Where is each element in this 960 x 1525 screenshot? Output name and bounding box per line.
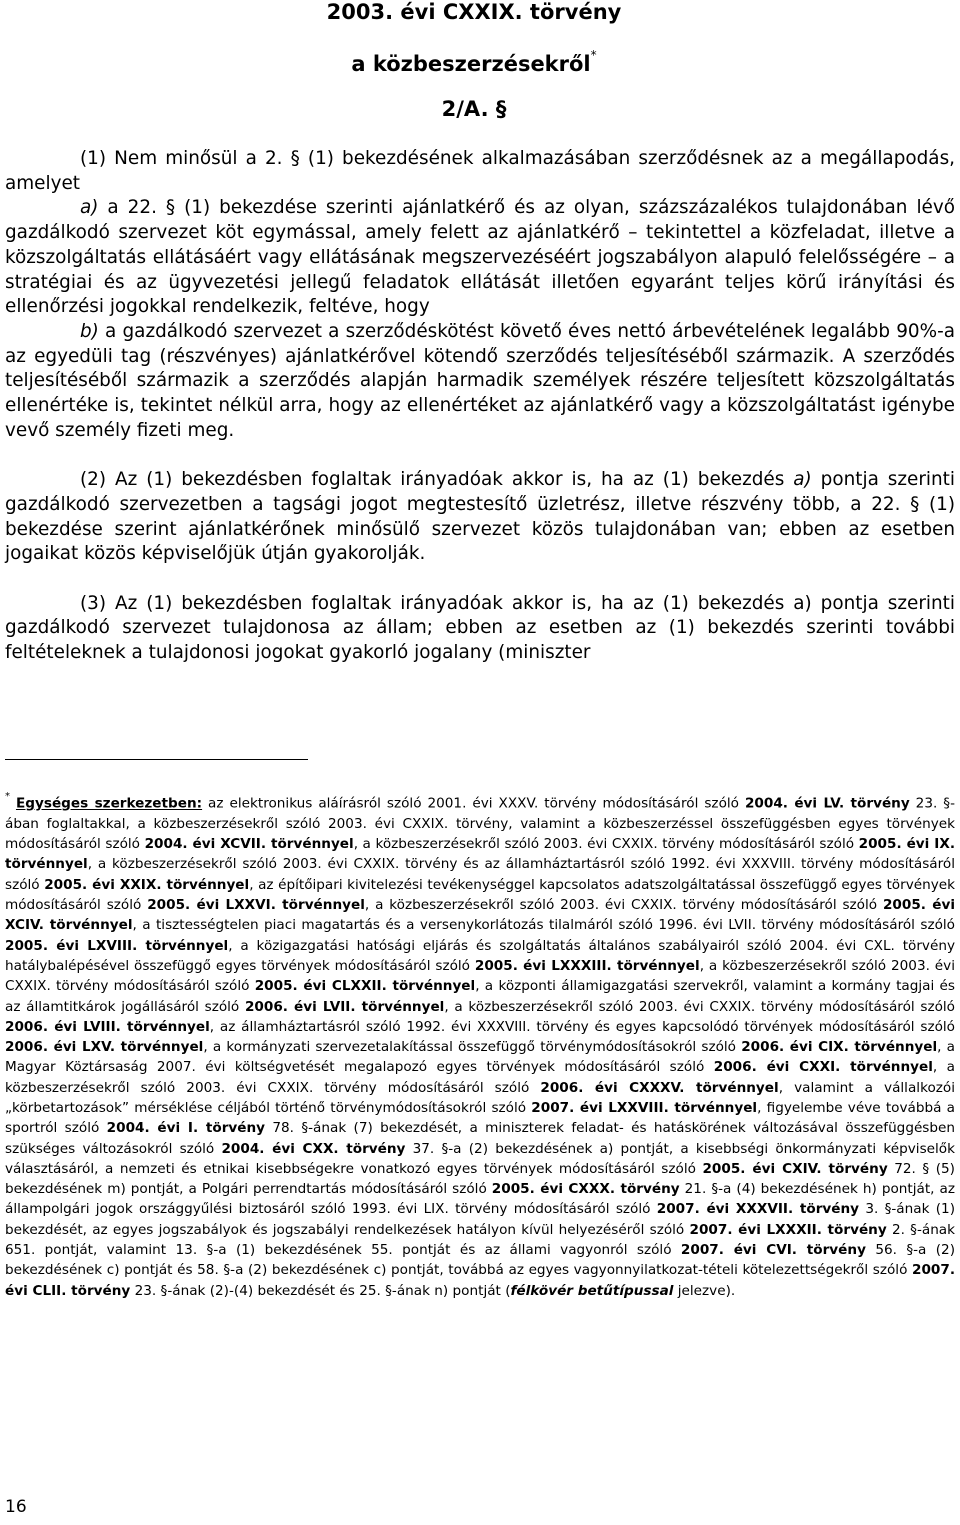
footnote-segment: 2007. évi LXXXII. törvény (689, 1221, 887, 1238)
section-body (5, 147, 955, 666)
law-subtitle (5, 47, 943, 76)
section-heading: 2/A. § (441, 97, 507, 121)
footnote-segment: 2006. évi CIX. törvénnyel (741, 1039, 938, 1056)
footnote (5, 790, 955, 1301)
footnote-segment: 2006. évi LXV. törvénnyel (5, 1039, 204, 1056)
paragraph-2-pre: (2) Az (1) bekezdésben foglaltak irányadóak akkor is, ha az (1) bekezdés (80, 469, 794, 491)
footnote-segment: 2005. évi LXXVI. törvénnyel (147, 897, 365, 914)
footnote-segment: 2004. évi I. törvény (106, 1120, 266, 1137)
paragraph-gap (5, 567, 955, 592)
paragraph-3: (3) Az (1) bekezdésben foglaltak irányadóak akkor is, ha az (1) bekezdés a) pontja szerinti gazdálkodó szervezet tulajdonosa az állam; ebben az esetben az (1) bekezdés szerinti további feltételeknek a tulajdonosi jogokat gyakorló jogalany (miniszter (5, 592, 955, 664)
footnote-text (5, 796, 955, 1299)
footnote-segment: , az államháztartásról szóló 1992. évi XXXVIII. törvény és egyes kapcsolódó törvények módosításáról szóló (209, 1018, 955, 1035)
footnote-separator (5, 759, 308, 760)
footnote-segment: 2007. évi CLII. törvény (5, 1262, 955, 1299)
footnote-marker[interactable]: * (590, 48, 597, 62)
footnote-segment: , a tisztességtelen piaci magatartás és a versenykorlátozás tilalmáról szóló 1996. évi LVII. törvény módosításáról szóló (132, 917, 955, 934)
footnote-segment: 2004. évi CXX. törvény (221, 1140, 406, 1157)
paragraph-2 (5, 468, 955, 567)
footnote-mark: * (5, 791, 10, 802)
point-b-label: b) (80, 320, 99, 342)
point-a-text: a 22. § (1) bekezdése szerinti ajánlatkérő és az olyan, százszázalékos tulajdonában lévő gazdálkodó szervezet köt egymással, amely felett az ajánlatkérő – tekintettel a közfeladat, illetve a közszolgáltatás ellátásáért vagy ellátásának megszervezéséért jogszabályon alapuló felelősségére – a stratégiai és az ügyvezetési jellegű feladatok ellátását illetően egyaránt teljes körű irányítási és ellenőrzési jogokkal rendelkezik, feltéve, hogy (5, 197, 955, 318)
footnote-segment: 2006. évi CXXXV. törvénnyel (540, 1079, 779, 1096)
page-number: 16 (5, 1497, 27, 1517)
footnote-segment: 2004. évi LV. törvény (744, 795, 910, 812)
point-a-label: a) (80, 197, 99, 219)
footnote-segment: 78. §-ának (7) bekezdését, a miniszterek feladat- és hatáskörének változásával összefüggésben szükséges változásokról szóló (5, 1120, 955, 1157)
paragraph-gap (5, 443, 955, 468)
footnote-segment: félkövér betűtípussal (510, 1282, 674, 1299)
footnote-segment: 21. §-a (4) bekezdésének h) pontját, az állampolgári jogok országgyűlési biztosáról szóló 1993. évi LIX. törvény módosításáról szóló (5, 1181, 955, 1218)
footnote-segment: 2005. évi IX. törvénnyel (5, 836, 955, 873)
footnote-segment: , a kormányzati szervezetalakítással összefüggő törvénymódosításokról szóló (203, 1039, 742, 1056)
paragraph-2-post: pontja szerinti gazdálkodó szervezetben a tagsági jogot megtestesítő üzletrész, illetve részvény több, a 22. § (1) bekezdése szerint ajánlatkérőnek minősülő szervezet közös tulajdonában van; ebben az esetben jogaikat közös képviselőjük útján gyakorolják. (5, 469, 955, 565)
footnote-segment: 2. §-ának 651. pontját, valamint 13. §-a (1) bekezdésének 55. pontját és az állami vagyonról szóló (5, 1221, 956, 1259)
footnote-segment: 2007. évi LXXVIII. törvénnyel (531, 1099, 758, 1116)
footnote-segment: , a közbeszerzésekről szóló 2003. évi CXXIX. törvény és az államháztartásról szóló 1992. évi XXXVIII. törvény módosításáról szóló (5, 856, 955, 893)
footnote-segment: 2005. évi XCIV. törvénnyel (5, 897, 955, 934)
footnote-segment: 23. §-ának (2)-(4) bekezdését és 25. §-ának n) pontját ( (130, 1282, 511, 1299)
footnote-segment: 2005. évi CXXX. törvény (491, 1181, 680, 1198)
footnote-segment: , figyelembe véve továbbá a sportról szóló (5, 1099, 955, 1137)
footnote-segment: 2005. évi CXIV. törvény (702, 1160, 888, 1177)
point-a (5, 196, 955, 320)
footnote-segment: jelezve). (673, 1282, 736, 1299)
footnote-segment: 2006. évi CXXI. törvénnyel (713, 1059, 933, 1076)
footnote-segment: , a közbeszerzésekről szóló 2003. évi CXXIX. törvény módosításáról szóló (5, 1059, 955, 1096)
footnote-segment: 23. §-ában foglaltakkal, a közbeszerzésekről szóló 2003. évi CXXIX. törvény, valamint a közbeszerzéssel összefüggésben egyes törvények módosításáról szóló (5, 795, 955, 853)
paragraph-1: (1) Nem minősül a 2. § (1) bekezdésének alkalmazásában szerződésnek az a megállapodás, amelyet (5, 148, 955, 194)
footnote-segment: 3. §-ának (1) bekezdését, az egyes jogszabályok és jogszabályi rendelkezések hatályon kívül helyezéséről szóló (5, 1201, 956, 1238)
footnote-segment: , a közbeszerzésekről szóló 2003. évi CXXIX. törvény módosításáról szóló (444, 998, 955, 1015)
footnote-segment: , a közbeszerzésekről szóló 2003. évi CXXIX. törvény módosításáról szóló (353, 836, 859, 853)
footnote-segment: , a központi államigazgatási szervekről, valamint a kormány tagjai és az államtitkárok jogállásáról szóló (5, 978, 955, 1015)
footnote-segment: 2007. évi XXXVII. törvény (656, 1201, 860, 1218)
footnote-segment: 2006. évi LVIII. törvénnyel (5, 1018, 210, 1035)
footnote-segment: Egységes szerkezetben: (15, 795, 203, 812)
footnote-segment: 2005. évi LXXXIII. törvénnyel (474, 957, 700, 974)
law-title: 2003. évi CXXIX. törvény (326, 0, 622, 24)
footnote-segment: 2005. évi XXIX. törvénnyel (44, 876, 250, 893)
footnote-segment: az elektronikus aláírásról szóló 2001. évi XXXV. törvény módosításáról szóló (202, 795, 745, 812)
footnote-segment: 56. §-a (2) bekezdésének c) pontját és 58. §-a (2) bekezdésének c) pontját, továbbá az egyes vagyonnyilatkozat-tételi kötelezettségekről szóló (5, 1242, 955, 1279)
footnote-segment: 2006. évi LVII. törvénnyel (244, 998, 445, 1015)
footnote-segment: 2005. évi CLXXII. törvénnyel (254, 978, 476, 995)
footnote-segment: , a közbeszerzésekről szóló 2003. évi CXXIX. törvény módosításáról szóló (364, 897, 883, 914)
footnote-segment: , a közigazgatási hatósági eljárás és szolgáltatás általános szabályairól szóló 2004. évi CXL. törvény hatálybalépésével összefüggő egyes törvények módosításáról szóló (5, 937, 955, 974)
footnote-segment: 72. § (5) bekezdésének m) pontját, a Polgári perrendtartás módosításáról szóló (5, 1160, 955, 1198)
footnote-segment: , az építőipari kivitelezési tevékenységgel kapcsolatos adatszolgáltatással összefüggő egyes törvények módosításáról szóló (5, 876, 956, 914)
subtitle-text: a közbeszerzésekről (351, 52, 591, 76)
footnote-segment: 2004. évi XCVII. törvénnyel (144, 836, 354, 853)
paragraph-2-label: a) (793, 469, 812, 491)
footnote-segment: , valamint a vállalkozói „körbetartozások” mérséklése céljából történő törvénymódosításokról szóló (5, 1079, 955, 1116)
footnote-segment: , a közbeszerzésekről szóló 2003. évi CXXIX. törvény módosításáról szóló (5, 957, 955, 995)
footnote-segment: 37. §-a (2) bekezdésének a) pontját, a kisebbségi önkormányzati képviselők választásáról, a nemzeti és etnikai kisebbségekre vonatkozó egyes törvények módosításáról szóló (5, 1140, 955, 1177)
footnote-segment: 2007. évi CVI. törvény (680, 1242, 866, 1259)
footnote-segment: 2005. évi LXVIII. törvénnyel (5, 937, 229, 954)
footnote-segment: , a Magyar Köztársaság 2007. évi költségvetését megalapozó egyes törvények módosításáról szóló (5, 1039, 955, 1076)
point-b-text: a gazdálkodó szervezet a szerződéskötést követő éves nettó árbevételének legalább 90%-a az egyedüli tag (részvényes) ajánlatkérővel kötendő szerződés teljesítéséből származik. A szerződés teljesítéséből származik a szerződés alapján harmadik személyek részére teljesített közszolgáltatás ellenértéke is, tekintet nélkül arra, hogy az ellenértéket az ajánlatkérő vagy a közszolgáltatást igénybe vevő személy fizeti meg. (5, 320, 955, 441)
point-b (5, 320, 955, 444)
